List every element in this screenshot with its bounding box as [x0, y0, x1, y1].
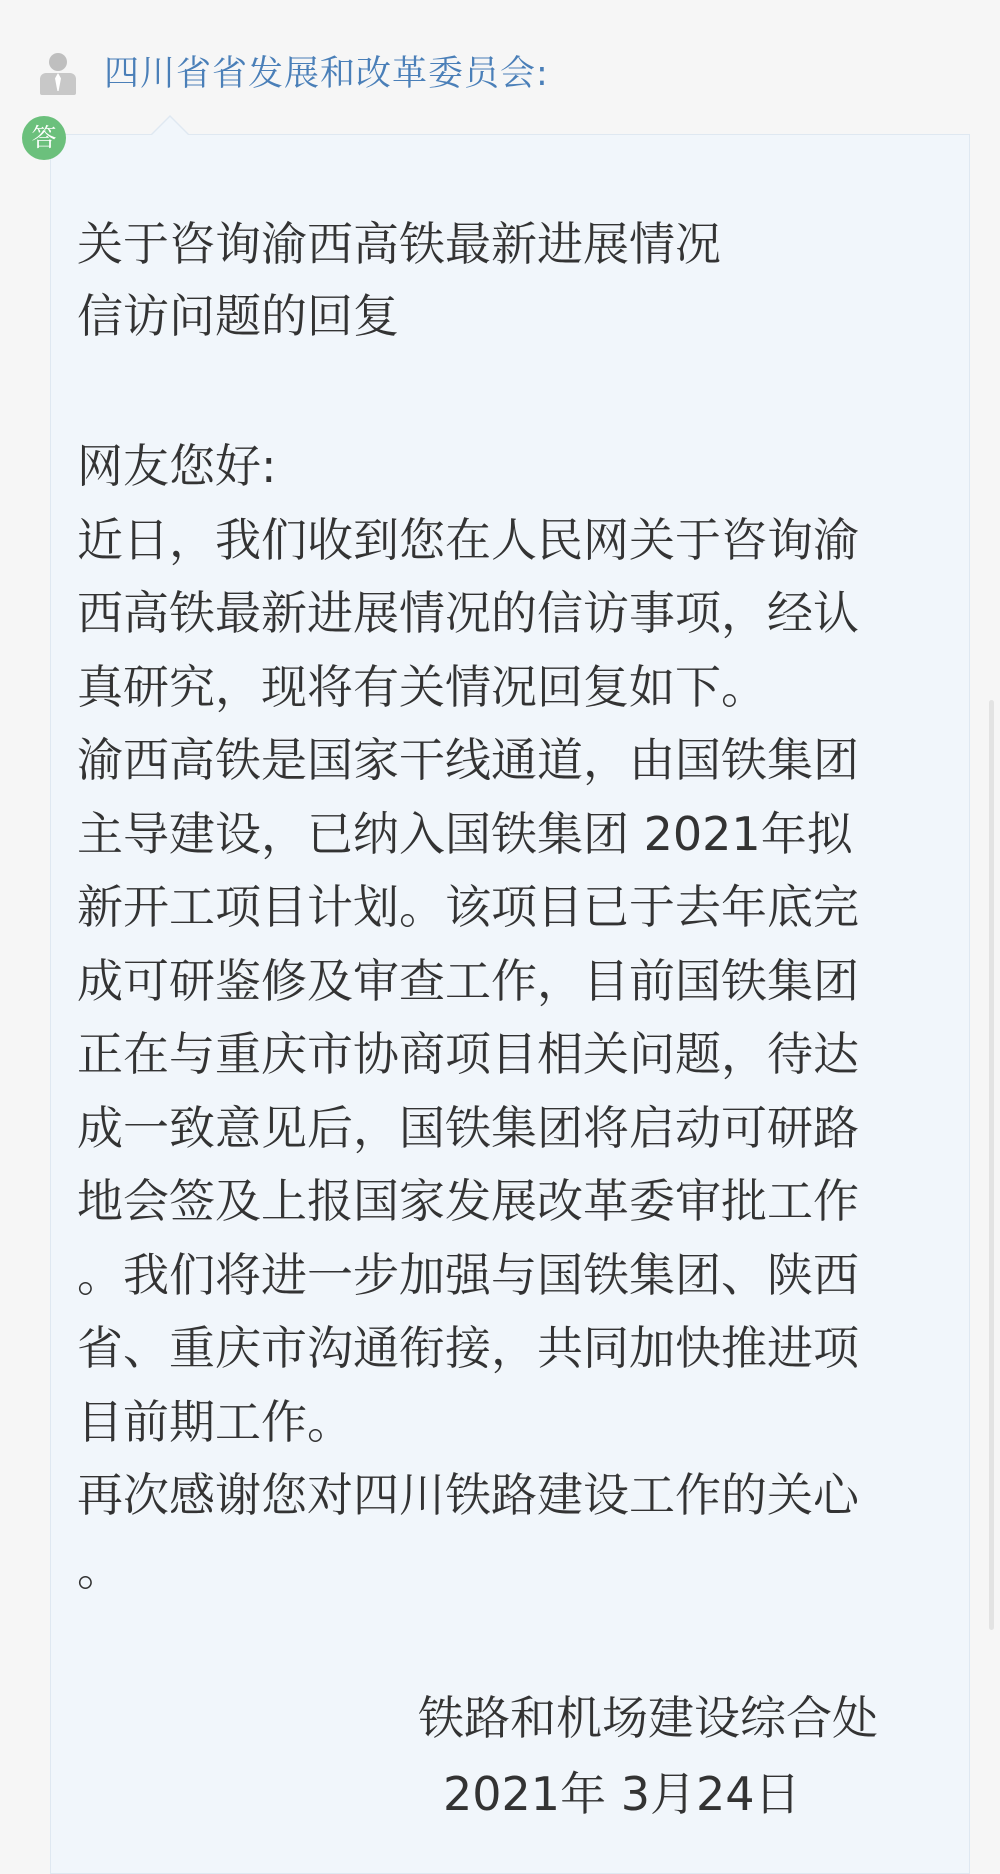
answer-badge: 答 — [22, 116, 66, 160]
page-scrollbar[interactable] — [989, 700, 994, 1630]
reply-body-line: 目前期工作。 — [77, 1394, 353, 1449]
reply-body-line: 正在与重庆市协商项目相关问题，待达 — [77, 1027, 859, 1081]
reply-body-line: 主导建设，已纳入国铁集团 2021年拟 — [77, 806, 853, 861]
bubble-arrow — [152, 117, 188, 135]
reply-content — [77, 208, 957, 1606]
reply-body-line: 真研究，现将有关情况回复如下。 — [77, 659, 767, 714]
reply-body-line: 再次感谢您对四川铁路建设工作的关心 — [77, 1468, 859, 1522]
signature-date: 2021年 3月24日 — [443, 1767, 801, 1821]
reply-body-line: 近日，我们收到您在人民网关于咨询渝 — [77, 512, 859, 567]
reply-title-line-2: 信访问题的回复 — [77, 289, 399, 343]
reply-body-line: 渝西高铁是国家干线通道，由国铁集团 — [77, 733, 859, 787]
reply-body-line: 。 — [77, 1541, 123, 1596]
reply-body-line: 成一致意见后，国铁集团将启动可研路 — [77, 1100, 859, 1155]
reply-title-line-1: 关于咨询渝西高铁最新进展情况 — [77, 217, 721, 271]
title-spacer — [77, 352, 957, 430]
reply-body-line: 省、重庆市沟通衔接，共同加快推进项 — [77, 1321, 859, 1375]
signature-department: 铁路和机场建设综合处 — [418, 1691, 878, 1745]
reply-body-line: 地会签及上报国家发展改革委审批工作 — [77, 1174, 859, 1228]
user-avatar-icon — [38, 51, 78, 97]
recipient-org-name: 四川省省发展和改革委员会: — [104, 54, 549, 94]
reply-header — [38, 48, 549, 100]
reply-body-line: 网友您好: — [77, 439, 277, 493]
reply-body-line: 。我们将进一步加强与国铁集团、陕西 — [77, 1247, 859, 1302]
avatar-head-shape — [49, 53, 67, 71]
reply-body-line: 新开工项目计划。该项目已于去年底完 — [77, 880, 859, 934]
reply-body-line: 西高铁最新进展情况的信访事项，经认 — [77, 586, 859, 640]
reply-body-line: 成可研鉴修及审查工作，目前国铁集团 — [77, 953, 859, 1008]
